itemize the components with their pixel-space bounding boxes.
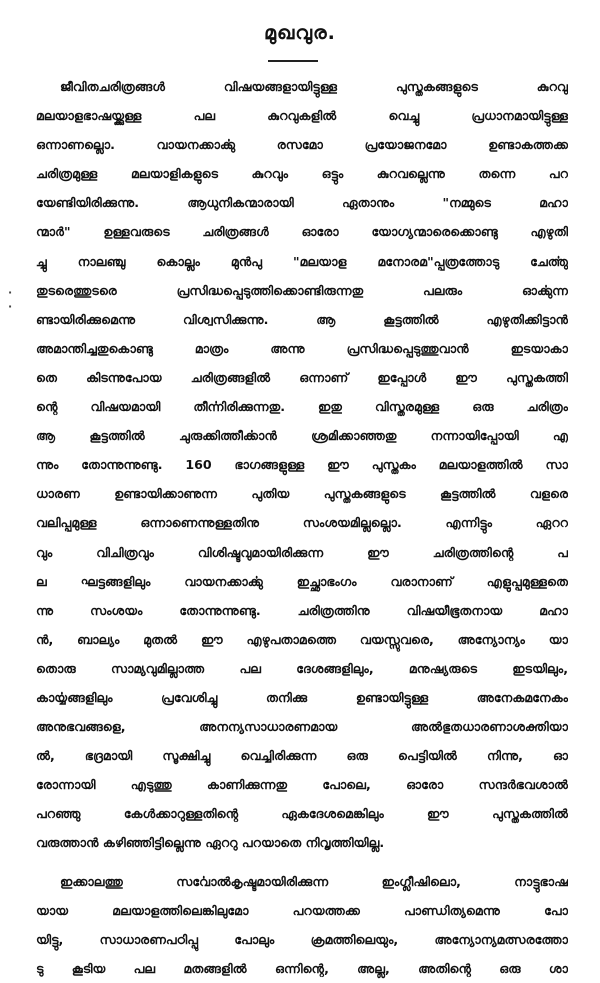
text-line: ൻ, ബാല്യം മുതൽ ഈ എഴുപതാമത്തെ വയസ്സുവരെ, അന്യോന്യം യാ: [36, 631, 568, 647]
text-line: ജീവിതചരിത്രങ്ങൾ വിഷയങ്ങളായിട്ടുള്ള പുസ്തകങ്ങളുടെ കുറവു: [60, 79, 568, 94]
title-underline: [268, 60, 318, 62]
text-line: ആ കൂട്ടത്തിൽ ചുരുക്കിത്തീൎക്കാൻ ശ്രമിക്കാഞ്ഞതു നന്നായിപ്പോയി എ: [36, 428, 568, 444]
text-line: തുടരെത്തുടരെ പ്രസിദ്ധപ്പെടുത്തിക്കൊണ്ടിരുന്നതു പലരും ഓൎക്കുന്ന: [36, 282, 568, 298]
text-line: യിട്ടു, സാധാരണപഠിപ്പു പോലും ക്രമത്തിലെയും, അന്യോന്യമത്സരത്തോ: [36, 931, 568, 947]
text-line: മലയാളഭാഷയ്ക്കുള്ള പല കുറവുകളിൽ വെച്ചു പ്രധാനമായിട്ടുള്ള: [36, 108, 568, 124]
text-line: യേണ്ടിയിരിക്കുന്നു. ആധുനികന്മാരായി ഏതാനും "നമ്മുടെ മഹാ: [36, 195, 568, 211]
text-line: വലിപ്പമുള്ള ഒന്നാണെന്നുള്ളതിനു സംശയമില്ലല്ലൊ. എന്നിട്ടും ഏററ: [36, 515, 568, 531]
text-line: ൽ, ഭദ്രമായി സൂക്ഷിച്ചു വെച്ചിരിക്കുന്ന ഒരു പെട്ടിയിൽ നിന്നു, ഓ: [36, 748, 568, 764]
paragraph-1: [36, 72, 568, 858]
text-line: പറഞ്ഞു കേൾക്കാറുള്ളതിന്റെ ഏകദേശമെങ്കിലും ഈ പുസ്തകത്തിൽ: [36, 806, 568, 822]
text-line: രോന്നായി എടുത്തു കാണിക്കുന്നതു പോലെ, ഓരോ സന്ദർഭവശാൽ: [36, 777, 568, 793]
text-line: ന്റെ വിഷയമായി തീൎന്നിരിക്കുന്നതു. ഇതു വിസ്തരമുള്ള ഒരു ചരിത്രം: [36, 399, 568, 415]
text-line: ല ഘട്ടങ്ങളിലും വായനക്കാൎക്കു ഇച്ഛാഭംഗം വരാനാണ് എളുപ്പമുള്ളതെ: [36, 573, 568, 589]
text-line: അമാന്തിച്ചതുകൊണ്ടു മാത്രം അന്നു പ്രസിദ്ധപ്പെടുത്തുവാൻ ഇടയാകാ: [36, 340, 568, 356]
text-line: ടു കൂടിയ പല മതങ്ങളിൽ ഒന്നിന്റെ, അല്ല, അതിന്റെ ഒരു ശാ: [36, 960, 568, 976]
text-line: ഒന്നാണല്ലൊ. വായനക്കാൎക്കു രസമോ പ്രയോജനമോ ഉണ്ടാകത്തക്ക: [36, 137, 568, 153]
paragraph-gap: [36, 858, 568, 867]
text-line: തെ കിടന്നുപോയ ചരിത്രങ്ങളിൽ ഒന്നാണ് ഇപ്പോൾ ഈ പുസ്തകത്തി: [36, 369, 568, 385]
paragraph-2: [36, 867, 568, 983]
body-text: [36, 72, 568, 983]
margin-mark: ·: [8, 286, 13, 299]
text-line: യായ മലയാളത്തിലെങ്കിലുമോ പറയത്തക്ക പാണ്ഡിത്യമെന്നു പോ: [36, 902, 568, 918]
text-line: ന്നും തോന്നുന്നുണ്ടു. 160 ഭാഗങ്ങളുള്ള ഈ പുസ്തകം മലയാളത്തിൽ സാ: [36, 457, 568, 473]
text-line: ധാരണ ഉണ്ടായിക്കാണുന്ന പുതിയ പുസ്തകങ്ങളുടെ കൂട്ടത്തിൽ വളരെ: [36, 486, 568, 502]
text-line: ന്നു സംശയം തോന്നുന്നുണ്ടു. ചരിത്രത്തിനു വിഷയീഭൂതനായ മഹാ: [36, 602, 568, 618]
text-line: ഇക്കാലത്തു സൎവോൽകൃഷ്ടമായിരിക്കുന്ന ഇംഗ്ലീഷിലൊ, നാട്ടുഭാഷ: [60, 873, 568, 889]
text-line: ന്മാർ" ഉള്ളവരുടെ ചരിത്രങ്ങൾ ഓരോ യോഗ്യന്മാരെക്കൊണ്ടു എഴുതി: [36, 224, 568, 240]
text-line: ണ്ടായിരിക്കുമെന്നു വിശ്വസിക്കുന്നു. ആ കൂട്ടത്തിൽ എഴുതിക്കിട്ടാൻ: [36, 311, 568, 327]
text-line: അനുഭവങ്ങളെ, അനന്യസാധാരണമായ അൽഭുതധാരണാശക്തിയാ: [36, 719, 568, 735]
text-line: വരുത്താൻ കഴിഞ്ഞിട്ടില്ലെന്നു ഏററു പറയാതെ നിവൃത്തിയില്ല.: [36, 835, 385, 851]
text-line: ച്ചു നാലഞ്ചു കൊല്ലം മുൻപു "മലയാള മനോരമ"പ്പത്രത്തോടു ചേൎത്തു: [36, 253, 568, 269]
page-title: മുഖവുര.: [264, 22, 336, 44]
text-line: തൊരു സാമ്യവുമില്ലാത്ത പല ദേശങ്ങളിലും, മനുഷ്യരുടെ ഇടയിലും,: [36, 660, 568, 676]
text-line: കാൎയ്യങ്ങളിലും പ്രവേശിച്ചു തനിക്കു ഉണ്ടായിട്ടുള്ള അനേകമനേകം: [36, 689, 568, 705]
margin-mark: ·: [8, 300, 13, 313]
text-line: വും വിചിത്രവും വിശിഷ്ടവുമായിരിക്കുന്ന ഈ ചരിത്രത്തിന്റെ പ: [36, 544, 568, 560]
text-line: ചരിത്രമുള്ള മലയാളികളുടെ കുറവും ഒട്ടും കുറവല്ലെന്നു തന്നെ പറ: [36, 166, 568, 182]
